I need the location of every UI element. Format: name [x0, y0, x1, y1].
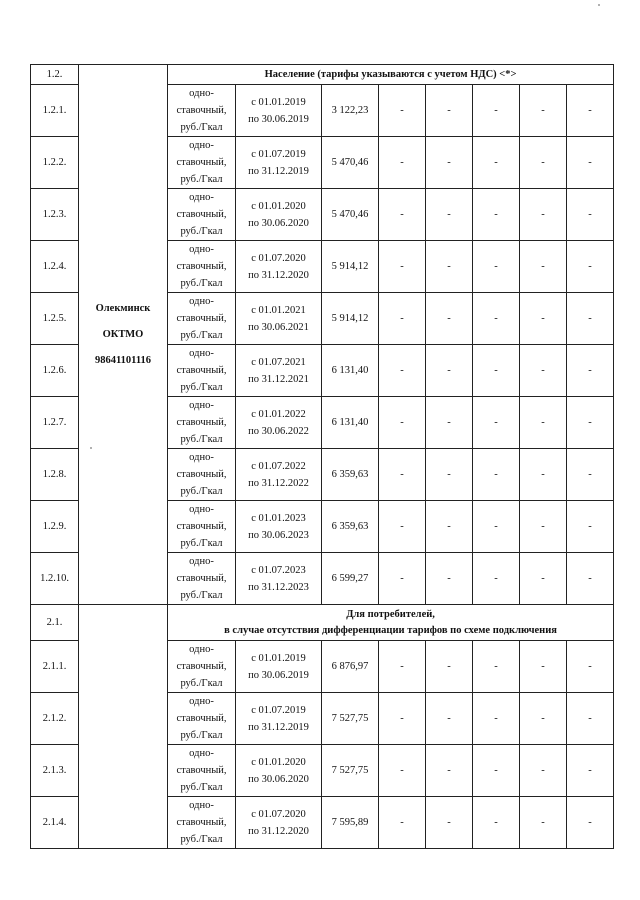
period-to: по 30.06.2022: [248, 425, 309, 437]
scan-speck: [90, 447, 92, 449]
empty-value-dash: -: [567, 85, 614, 137]
tariff-kind-line: руб./Гкал: [180, 174, 223, 185]
row-code: 1.2.4.: [31, 241, 79, 293]
row-code: 1.2.2.: [31, 137, 79, 189]
empty-value-dash: -: [426, 137, 473, 189]
tariff-kind-line: ставочный,: [176, 209, 227, 220]
period-to: по 31.12.2021: [248, 373, 309, 385]
row-code: 1.2.10.: [31, 553, 79, 605]
tariff-kind-line: руб./Гкал: [180, 122, 223, 133]
tariff-kind-line: одно-: [189, 348, 214, 359]
empty-value-dash: -: [426, 449, 473, 501]
tariff-kind-line: ставочный,: [176, 765, 227, 776]
empty-value-dash: -: [567, 345, 614, 397]
row-code: 2.1.3.: [31, 745, 79, 797]
tariff-kind-line: ставочный,: [176, 365, 227, 376]
tariff-kind-line: одно-: [189, 400, 214, 411]
empty-value-dash: -: [426, 501, 473, 553]
empty-value-dash: -: [426, 641, 473, 693]
empty-value-dash: -: [473, 797, 520, 849]
empty-value-dash: -: [473, 501, 520, 553]
section-code: 2.1.: [31, 605, 79, 641]
empty-value-dash: -: [520, 241, 567, 293]
tariff-kind-line: одно-: [189, 192, 214, 203]
row-code: 2.1.4.: [31, 797, 79, 849]
tariff-kind-line: одно-: [189, 504, 214, 515]
tariff-kind: [168, 189, 236, 241]
empty-value-dash: -: [520, 693, 567, 745]
tariff-kind-line: ставочный,: [176, 573, 227, 584]
tariff-kind-line: руб./Гкал: [180, 278, 223, 289]
empty-value-dash: -: [567, 189, 614, 241]
empty-value-dash: -: [567, 241, 614, 293]
empty-value-dash: -: [473, 189, 520, 241]
tariff-period: [236, 397, 322, 449]
tariff-period: [236, 641, 322, 693]
period-from: с 01.01.2020: [251, 200, 306, 212]
tariff-kind: [168, 501, 236, 553]
row-code: 1.2.6.: [31, 345, 79, 397]
period-from: с 01.01.2019: [251, 652, 306, 664]
tariff-kind: [168, 745, 236, 797]
tariff-period: [236, 797, 322, 849]
tariff-kind: [168, 241, 236, 293]
empty-value-dash: -: [473, 745, 520, 797]
tariff-kind-line: руб./Гкал: [180, 434, 223, 445]
tariff-kind: [168, 345, 236, 397]
empty-value-dash: -: [379, 641, 426, 693]
tariff-kind-line: ставочный,: [176, 261, 227, 272]
empty-value-dash: -: [426, 293, 473, 345]
tariff-price: 6 599,27: [322, 553, 379, 605]
empty-value-dash: -: [520, 449, 567, 501]
tariff-kind-line: руб./Гкал: [180, 538, 223, 549]
period-to: по 31.12.2023: [248, 581, 309, 593]
empty-value-dash: -: [379, 397, 426, 449]
tariff-price: 7 527,75: [322, 745, 379, 797]
period-from: с 01.07.2019: [251, 148, 306, 160]
tariff-kind-line: руб./Гкал: [180, 226, 223, 237]
tariff-price: 6 876,97: [322, 641, 379, 693]
tariff-kind-line: ставочный,: [176, 157, 227, 168]
row-code: 1.2.1.: [31, 85, 79, 137]
empty-value-dash: -: [473, 345, 520, 397]
empty-value-dash: -: [473, 693, 520, 745]
section-header: Население (тарифы указываются с учетом НДС) <*>: [168, 65, 614, 85]
tariff-period: [236, 85, 322, 137]
empty-value-dash: -: [426, 553, 473, 605]
period-to: по 31.12.2022: [248, 477, 309, 489]
organization-cell: [79, 65, 168, 605]
organization-cell-empty: [79, 605, 168, 849]
tariff-kind-line: руб./Гкал: [180, 834, 223, 845]
empty-value-dash: -: [473, 137, 520, 189]
tariff-period: [236, 293, 322, 345]
tariff-kind-line: руб./Гкал: [180, 486, 223, 497]
empty-value-dash: -: [379, 553, 426, 605]
empty-value-dash: -: [473, 241, 520, 293]
empty-value-dash: -: [426, 85, 473, 137]
tariff-price: 6 359,63: [322, 501, 379, 553]
empty-value-dash: -: [567, 501, 614, 553]
tariff-kind: [168, 797, 236, 849]
tariff-period: [236, 501, 322, 553]
empty-value-dash: -: [379, 797, 426, 849]
empty-value-dash: -: [520, 553, 567, 605]
empty-value-dash: -: [379, 293, 426, 345]
empty-value-dash: -: [520, 189, 567, 241]
section-header-line: в случае отсутствия дифференциации тарифов по схеме подключения: [224, 624, 557, 636]
empty-value-dash: -: [473, 293, 520, 345]
empty-value-dash: -: [567, 553, 614, 605]
empty-value-dash: -: [473, 553, 520, 605]
section-header-line: Для потребителей,: [346, 608, 435, 620]
empty-value-dash: -: [473, 85, 520, 137]
tariff-kind-line: руб./Гкал: [180, 590, 223, 601]
tariff-kind-line: ставочный,: [176, 105, 227, 116]
tariff-kind-line: одно-: [189, 244, 214, 255]
oktmo-code: 98641101116: [94, 354, 151, 366]
tariff-kind-line: одно-: [189, 452, 214, 463]
empty-value-dash: -: [379, 693, 426, 745]
tariff-kind-line: руб./Гкал: [180, 678, 223, 689]
period-from: с 01.01.2023: [251, 512, 306, 524]
tariff-price: 7 527,75: [322, 693, 379, 745]
row-code: 2.1.2.: [31, 693, 79, 745]
row-code: 1.2.8.: [31, 449, 79, 501]
empty-value-dash: -: [567, 293, 614, 345]
tariff-price: 5 914,12: [322, 241, 379, 293]
tariff-price: 6 131,40: [322, 345, 379, 397]
tariff-price: 5 470,46: [322, 189, 379, 241]
period-from: с 01.01.2021: [251, 304, 306, 316]
tariff-kind-line: ставочный,: [176, 661, 227, 672]
empty-value-dash: -: [567, 693, 614, 745]
empty-value-dash: -: [379, 745, 426, 797]
empty-value-dash: -: [567, 797, 614, 849]
period-to: по 31.12.2019: [248, 721, 309, 733]
tariff-kind-line: руб./Гкал: [180, 782, 223, 793]
tariff-period: [236, 137, 322, 189]
tariff-kind-line: одно-: [189, 140, 214, 151]
tariff-kind-line: одно-: [189, 296, 214, 307]
empty-value-dash: -: [567, 397, 614, 449]
scan-speck: [598, 4, 600, 6]
row-code: 1.2.9.: [31, 501, 79, 553]
tariff-price: 5 914,12: [322, 293, 379, 345]
empty-value-dash: -: [567, 137, 614, 189]
empty-value-dash: -: [426, 797, 473, 849]
tariff-period: [236, 345, 322, 397]
period-to: по 31.12.2020: [248, 269, 309, 281]
tariff-period: [236, 745, 322, 797]
row-code: 1.2.3.: [31, 189, 79, 241]
empty-value-dash: -: [567, 641, 614, 693]
period-from: с 01.01.2019: [251, 96, 306, 108]
tariff-period: [236, 189, 322, 241]
tariff-kind: [168, 137, 236, 189]
tariff-kind-line: руб./Гкал: [180, 330, 223, 341]
empty-value-dash: -: [379, 241, 426, 293]
tariff-kind-line: ставочный,: [176, 469, 227, 480]
empty-value-dash: -: [520, 293, 567, 345]
tariff-kind-line: руб./Гкал: [180, 730, 223, 741]
empty-value-dash: -: [426, 397, 473, 449]
period-to: по 30.06.2019: [248, 113, 309, 125]
row-code: 1.2.7.: [31, 397, 79, 449]
tariff-kind-line: одно-: [189, 748, 214, 759]
tariff-price: 7 595,89: [322, 797, 379, 849]
empty-value-dash: -: [379, 137, 426, 189]
empty-value-dash: -: [426, 693, 473, 745]
period-from: с 01.01.2020: [251, 756, 306, 768]
empty-value-dash: -: [426, 345, 473, 397]
tariff-kind: [168, 293, 236, 345]
empty-value-dash: -: [379, 345, 426, 397]
empty-value-dash: -: [520, 501, 567, 553]
tariff-kind-line: одно-: [189, 800, 214, 811]
tariff-kind: [168, 553, 236, 605]
tariff-kind-line: ставочный,: [176, 817, 227, 828]
tariff-kind-line: ставочный,: [176, 313, 227, 324]
tariff-table-body: [31, 65, 614, 849]
section-code: 1.2.: [31, 65, 79, 85]
tariff-kind: [168, 693, 236, 745]
tariff-kind-line: ставочный,: [176, 521, 227, 532]
empty-value-dash: -: [426, 745, 473, 797]
section-2-1-header-row: [31, 605, 614, 641]
period-to: по 30.06.2021: [248, 321, 309, 333]
row-code: 1.2.5.: [31, 293, 79, 345]
tariff-price: 6 131,40: [322, 397, 379, 449]
empty-value-dash: -: [426, 241, 473, 293]
empty-value-dash: -: [379, 449, 426, 501]
period-from: с 01.07.2020: [251, 808, 306, 820]
empty-value-dash: -: [520, 745, 567, 797]
tariff-kind-line: одно-: [189, 556, 214, 567]
tariff-kind-line: ставочный,: [176, 713, 227, 724]
row-code: 2.1.1.: [31, 641, 79, 693]
org-name: Олекминск: [95, 302, 151, 314]
empty-value-dash: -: [379, 189, 426, 241]
period-from: с 01.07.2020: [251, 252, 306, 264]
period-from: с 01.07.2022: [251, 460, 306, 472]
tariff-kind: [168, 397, 236, 449]
tariff-kind-line: одно-: [189, 696, 214, 707]
tariff-period: [236, 449, 322, 501]
tariff-price: 5 470,46: [322, 137, 379, 189]
tariff-period: [236, 241, 322, 293]
tariff-kind-line: ставочный,: [176, 417, 227, 428]
oktmo-label: ОКТМО: [102, 328, 144, 340]
empty-value-dash: -: [520, 797, 567, 849]
period-to: по 30.06.2019: [248, 669, 309, 681]
tariff-kind: [168, 641, 236, 693]
tariff-kind: [168, 85, 236, 137]
period-to: по 30.06.2020: [248, 773, 309, 785]
period-from: с 01.01.2022: [251, 408, 306, 420]
tariff-kind-line: одно-: [189, 644, 214, 655]
tariff-table: [30, 64, 614, 849]
tariff-period: [236, 553, 322, 605]
empty-value-dash: -: [520, 641, 567, 693]
empty-value-dash: -: [426, 189, 473, 241]
period-to: по 30.06.2020: [248, 217, 309, 229]
empty-value-dash: -: [567, 449, 614, 501]
tariff-kind-line: руб./Гкал: [180, 382, 223, 393]
empty-value-dash: -: [520, 137, 567, 189]
tariff-kind-line: одно-: [189, 88, 214, 99]
period-from: с 01.07.2019: [251, 704, 306, 716]
tariff-period: [236, 693, 322, 745]
period-from: с 01.07.2021: [251, 356, 306, 368]
empty-value-dash: -: [567, 745, 614, 797]
period-from: с 01.07.2023: [251, 564, 306, 576]
empty-value-dash: -: [379, 85, 426, 137]
empty-value-dash: -: [520, 345, 567, 397]
period-to: по 31.12.2020: [248, 825, 309, 837]
period-to: по 31.12.2019: [248, 165, 309, 177]
empty-value-dash: -: [520, 397, 567, 449]
tariff-price: 6 359,63: [322, 449, 379, 501]
empty-value-dash: -: [520, 85, 567, 137]
section-1-2-header-row: [31, 65, 614, 85]
section-header: [168, 605, 614, 641]
tariff-document: [30, 64, 613, 849]
empty-value-dash: -: [473, 397, 520, 449]
tariff-kind: [168, 449, 236, 501]
empty-value-dash: -: [379, 501, 426, 553]
period-to: по 30.06.2023: [248, 529, 309, 541]
tariff-price: 3 122,23: [322, 85, 379, 137]
empty-value-dash: -: [473, 449, 520, 501]
empty-value-dash: -: [473, 641, 520, 693]
